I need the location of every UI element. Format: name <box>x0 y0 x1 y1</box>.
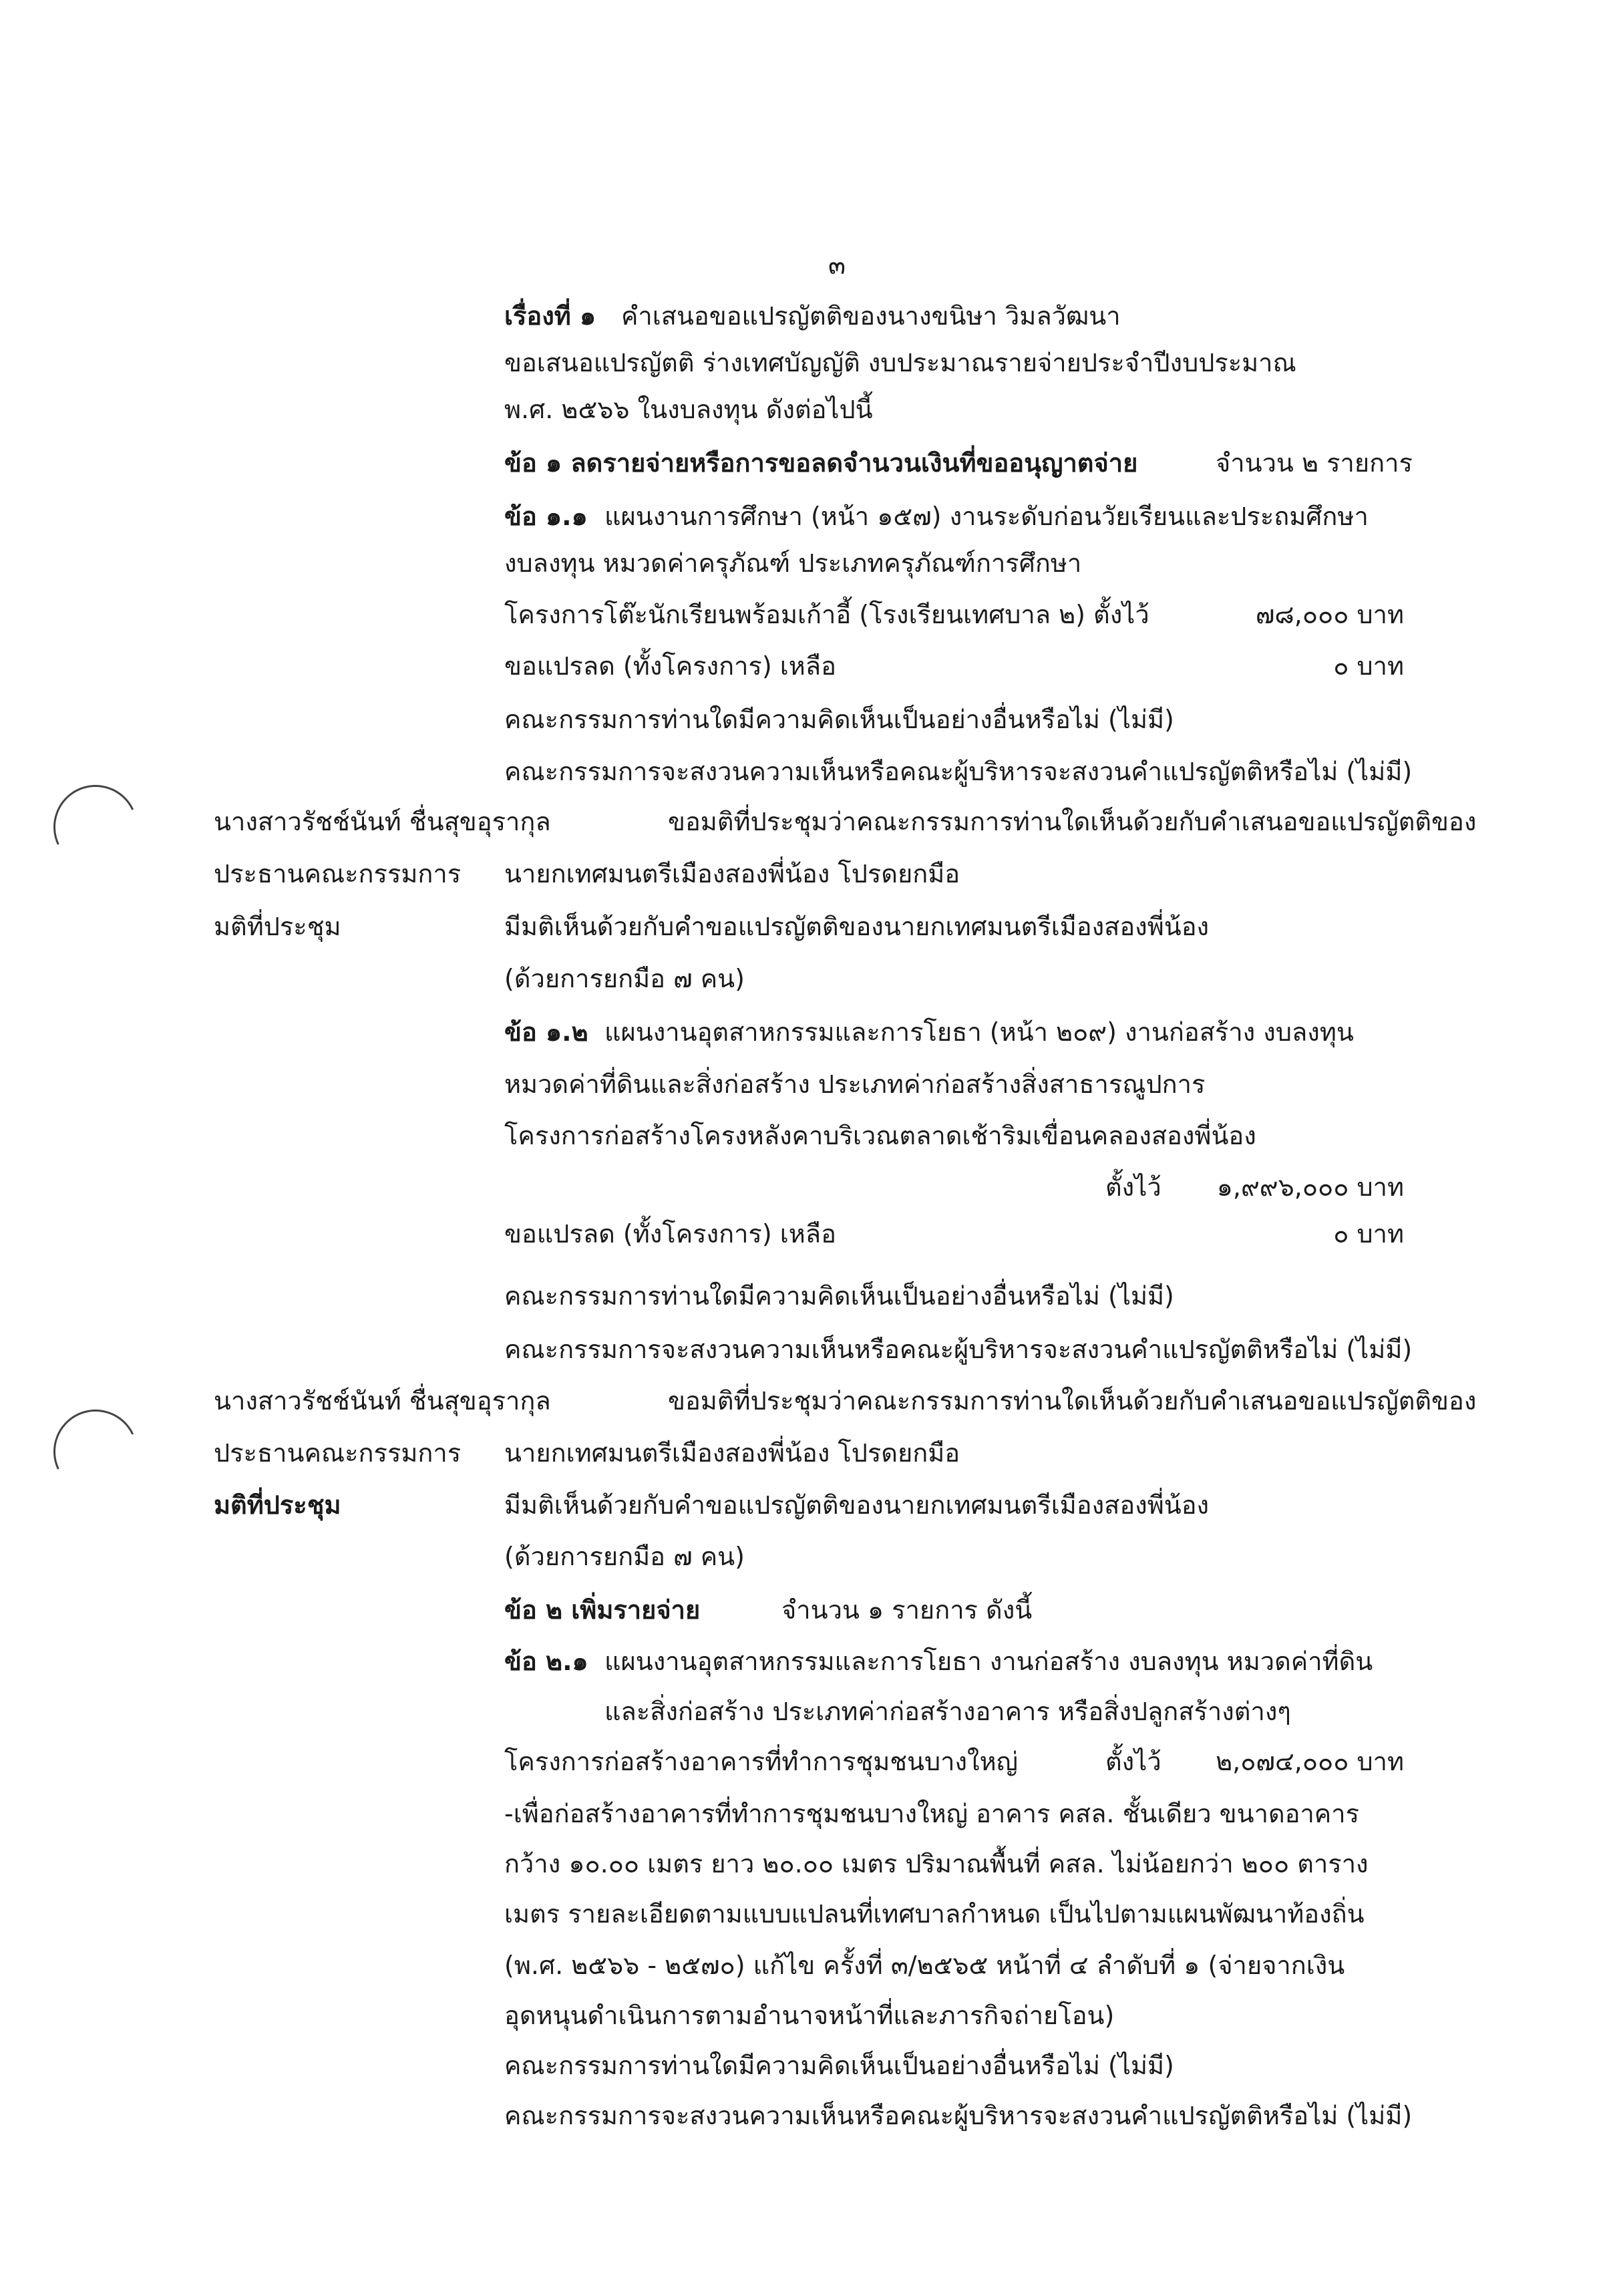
vote1-resolution: มีมติเห็นด้วยกับคำขอแปรญัตติของนายกเทศมนตรีเมืองสองพี่น้อง <box>504 912 1210 941</box>
item2-1-description-2: กว้าง ๑๐.๐๐ เมตร ยาว ๒๐.๐๐ เมตร ปริมาณพื้นที่ คสล. ไม่น้อยกว่า ๒๐๐ ตาราง <box>504 1849 1369 1878</box>
item2-1-description-1: -เพื่อก่อสร้างอาคารที่ทำการชุมชนบางใหญ่ อาคาร คสล. ชั้นเดียว ขนาดอาคาร <box>504 1799 1359 1828</box>
vote2-chair-text-2: นายกเทศมนตรีเมืองสองพี่น้อง โปรดยกมือ <box>504 1438 960 1468</box>
vote1-chair-text: ขอมติที่ประชุมว่าคณะกรรมการท่านใดเห็นด้วยกับคำเสนอขอแปรญัตติของ <box>668 807 1477 836</box>
item2-1-description-4: (พ.ศ. ๒๕๖๖ - ๒๕๗๐) แก้ไข ครั้งที่ ๓/๒๕๖๕ หน้าที่ ๔ ลำดับที่ ๑ (จ่ายจากเงิน <box>504 1951 1345 1980</box>
item1-2-line-1: แผนงานอุตสาหกรรมและการโยธา (หน้า ๒๐๙) งานก่อสร้าง งบลงทุน <box>604 1017 1354 1047</box>
item1-title: ข้อ ๑ ลดรายจ่ายหรือการขอลดจำนวนเงินที่ขออนุญาตจ่าย <box>504 448 1138 478</box>
item1-1-label: ข้อ ๑.๑ <box>504 502 588 531</box>
item1-1-transfer: ขอแปรลด (ทั้งโครงการ) เหลือ <box>504 651 836 681</box>
item2-1-line-3: โครงการก่อสร้างอาคารที่ทำการชุมชนบางใหญ่ <box>504 1747 1018 1776</box>
page-number: ๓ <box>828 251 846 280</box>
item1-2-question-1: คณะกรรมการท่านใดมีความคิดเห็นเป็นอย่างอื่นหรือไม่ (ไม่มี) <box>504 1281 1174 1311</box>
item2-1-label: ข้อ ๒.๑ <box>504 1647 588 1676</box>
item1-1-question-1: คณะกรรมการท่านใดมีความคิดเห็นเป็นอย่างอื่นหรือไม่ (ไม่มี) <box>504 705 1174 734</box>
vote2-chair-text: ขอมติที่ประชุมว่าคณะกรรมการท่านใดเห็นด้วยกับคำเสนอขอแปรญัตติของ <box>668 1386 1477 1416</box>
item2-1-line-1: แผนงานอุตสาหกรรมและการโยธา งานก่อสร้าง งบลงทุน หมวดค่าที่ดิน <box>604 1647 1373 1676</box>
vote1-chair-name: นางสาวรัชช์นันท์ ชื่นสุขอุรากุล <box>214 807 551 836</box>
hole-punch-mark-1 <box>41 773 149 880</box>
item1-1-amount-set: ๗๘,๐๐๐ บาท <box>1255 600 1404 629</box>
vote2-count: (ด้วยการยกมือ ๗ คน) <box>504 1542 745 1571</box>
vote2-chair-name: นางสาวรัชช์นันท์ ชื่นสุขอุรากุล <box>214 1386 551 1416</box>
item1-2-set-label: ตั้งไว้ <box>1105 1172 1161 1202</box>
item1-1-remaining: ๐ บาท <box>1333 651 1404 681</box>
item1-1-question-2: คณะกรรมการจะสงวนความเห็นหรือคณะผู้บริหารจะสงวนคำแปรญัตติหรือไม่ (ไม่มี) <box>504 757 1413 786</box>
item2-1-description-5: อุดหนุนดำเนินการตามอำนาจหน้าที่และภารกิจถ่ายโอน) <box>504 2001 1115 2030</box>
item2-1-description-3: เมตร รายละเอียดตามแบบแปลนที่เทศบาลกำหนด เป็นไปตามแผนพัฒนาท้องถิ่น <box>504 1899 1365 1929</box>
vote2-chair-role: ประธานคณะกรรมการ <box>214 1438 462 1468</box>
item2-1-set-label: ตั้งไว้ <box>1105 1747 1161 1776</box>
item2-1-line-2: และสิ่งก่อสร้าง ประเภทค่าก่อสร้างอาคาร หรือสิ่งปลูกสร้างต่างๆ <box>604 1697 1291 1726</box>
vote2-resolution: มีมติเห็นด้วยกับคำขอแปรญัตติของนายกเทศมนตรีเมืองสองพี่น้อง <box>504 1490 1210 1520</box>
item1-2-transfer: ขอแปรลด (ทั้งโครงการ) เหลือ <box>504 1219 836 1249</box>
item1-title-rest: จำนวน ๒ รายการ <box>1216 448 1413 478</box>
topic-heading: เรื่องที่ ๑ <box>504 301 596 331</box>
item2-title-rest: จำนวน ๑ รายการ ดังนี้ <box>781 1595 1033 1625</box>
item1-2-remaining: ๐ บาท <box>1333 1219 1404 1249</box>
hole-punch-mark-2 <box>41 1398 149 1505</box>
item2-1-question-2: คณะกรรมการจะสงวนความเห็นหรือคณะผู้บริหารจะสงวนคำแปรญัตติหรือไม่ (ไม่มี) <box>504 2101 1413 2130</box>
item1-2-question-2: คณะกรรมการจะสงวนความเห็นหรือคณะผู้บริหารจะสงวนคำแปรญัตติหรือไม่ (ไม่มี) <box>504 1335 1413 1364</box>
topic-heading-rest: คำเสนอขอแปรญัตติของนางขนิษา วิมลวัฒนา <box>621 301 1121 331</box>
item1-1-line-2: งบลงทุน หมวดค่าครุภัณฑ์ ประเภทครุภัณฑ์การศึกษา <box>504 548 1082 578</box>
vote2-resolution-label: มติที่ประชุม <box>214 1490 341 1520</box>
item1-2-amount-set: ๑,๙๙๖,๐๐๐ บาท <box>1216 1172 1404 1202</box>
vote1-chair-role: ประธานคณะกรรมการ <box>214 859 462 888</box>
vote1-chair-text-2: นายกเทศมนตรีเมืองสองพี่น้อง โปรดยกมือ <box>504 859 960 888</box>
item2-1-amount-set: ๒,๐๗๔,๐๐๐ บาท <box>1216 1747 1404 1776</box>
vote1-resolution-label: มติที่ประชุม <box>214 912 341 941</box>
item2-title: ข้อ ๒ เพิ่มรายจ่าย <box>504 1595 701 1625</box>
vote1-count: (ด้วยการยกมือ ๗ คน) <box>504 964 745 993</box>
item2-1-question-1: คณะกรรมการท่านใดมีความคิดเห็นเป็นอย่างอื่นหรือไม่ (ไม่มี) <box>504 2051 1174 2080</box>
item1-2-line-3: โครงการก่อสร้างโครงหลังคาบริเวณตลาดเช้าริมเขื่อนคลองสองพี่น้อง <box>504 1121 1256 1150</box>
topic-line-2: ขอเสนอแปรญัตติ ร่างเทศบัญญัติ งบประมาณรายจ่ายประจำปีงบประมาณ <box>504 348 1296 377</box>
topic-line-3: พ.ศ. ๒๕๖๖ ในงบลงทุน ดังต่อไปนี้ <box>504 395 873 424</box>
item1-2-label: ข้อ ๑.๒ <box>504 1017 588 1047</box>
item1-1-line-3: โครงการโต๊ะนักเรียนพร้อมเก้าอี้ (โรงเรียนเทศบาล ๒) ตั้งไว้ <box>504 600 1149 629</box>
item1-1-line-1: แผนงานการศึกษา (หน้า ๑๕๗) งานระดับก่อนวัยเรียนและประถมศึกษา <box>604 502 1369 531</box>
item1-2-line-2: หมวดค่าที่ดินและสิ่งก่อสร้าง ประเภทค่าก่อสร้างสิ่งสาธารณูปการ <box>504 1070 1206 1099</box>
